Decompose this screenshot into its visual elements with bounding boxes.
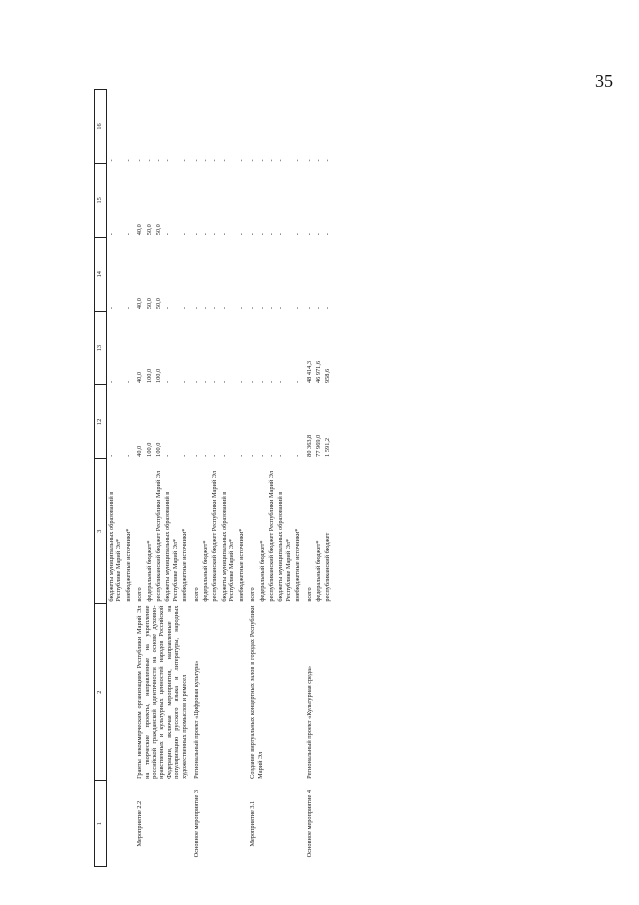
value-cell-v15: - bbox=[237, 233, 245, 236]
value-cell-v12: 1 591,2 bbox=[324, 437, 332, 457]
value-cell-v14: - bbox=[108, 307, 115, 310]
funding-source: бюджеты муниципальных образований в Республике Марий Эл* bbox=[220, 491, 236, 602]
value-cell-v14: - bbox=[192, 307, 200, 310]
value-cell-v13: - bbox=[220, 380, 228, 383]
funding-source: внебюджетные источники* bbox=[181, 528, 189, 602]
column-number: 1 bbox=[95, 781, 107, 867]
value-cell-v15: 50,0 bbox=[145, 224, 153, 236]
value-cell-v13: - bbox=[294, 380, 302, 383]
value-cell-v16: - bbox=[145, 159, 153, 162]
value-cell-v12: - bbox=[192, 454, 200, 457]
value-cell-v14: - bbox=[267, 307, 275, 310]
value-cell-v14: 40,0 bbox=[136, 298, 144, 310]
value-cell-v14: - bbox=[294, 307, 302, 310]
value-cell-v16: - bbox=[324, 159, 332, 162]
value-cell-v13: 100,0 bbox=[145, 368, 153, 383]
value-cell-v13: - bbox=[202, 380, 210, 383]
value-cell-v14: - bbox=[324, 307, 332, 310]
value-cell-v14: - bbox=[164, 307, 172, 310]
value-cell-v13: - bbox=[267, 380, 275, 383]
value-cell-v14: 50,0 bbox=[155, 298, 163, 310]
value-cell-v14: - bbox=[202, 307, 210, 310]
value-cell-v13: - bbox=[124, 380, 132, 383]
value-cell-v16: - bbox=[294, 159, 302, 162]
column-number: 13 bbox=[95, 311, 107, 385]
value-cell-v16: - bbox=[249, 159, 257, 162]
value-cell-v15: - bbox=[220, 233, 228, 236]
funding-source: внебюджетные источники* bbox=[237, 528, 245, 602]
value-cell-v16: - bbox=[314, 159, 322, 162]
value-cell-v13: 958,6 bbox=[324, 368, 332, 383]
funding-source: внебюджетные источники* bbox=[124, 528, 132, 602]
value-cell-v16: - bbox=[258, 159, 266, 162]
value-cell-v16: - bbox=[164, 159, 172, 162]
table-row bbox=[190, 90, 201, 867]
funding-source: всего bbox=[305, 587, 313, 602]
value-cell-v12: - bbox=[220, 454, 228, 457]
value-cell-v16: - bbox=[277, 159, 285, 162]
funding-source: федеральный бюджет* bbox=[258, 540, 266, 602]
value-cell-v15: - bbox=[202, 233, 210, 236]
value-cell-v12: - bbox=[211, 454, 219, 457]
value-cell-v16: - bbox=[220, 159, 228, 162]
value-cell-v12: - bbox=[237, 454, 245, 457]
value-cell-v15: - bbox=[192, 233, 200, 236]
value-cell-v15: - bbox=[164, 233, 172, 236]
value-cell-v12: - bbox=[294, 454, 302, 457]
value-cell-v12: - bbox=[258, 454, 266, 457]
row-name bbox=[107, 604, 134, 781]
funding-source: бюджеты муниципальных образований в Республике Марий Эл* bbox=[108, 491, 123, 602]
value-cell-v13: - bbox=[108, 380, 115, 383]
row-code bbox=[107, 781, 134, 867]
value-cell-v16: - bbox=[108, 159, 115, 162]
funding-source: всего bbox=[192, 587, 200, 602]
value-cell-v12: - bbox=[202, 454, 210, 457]
funding-source: внебюджетные источники* bbox=[294, 528, 302, 602]
column-number: 2 bbox=[95, 604, 107, 781]
value-cell-v14: 50,0 bbox=[145, 298, 153, 310]
funding-source: федеральный бюджет* bbox=[145, 540, 153, 602]
value-cell-v16: - bbox=[136, 159, 144, 162]
value-cell-v15: - bbox=[181, 233, 189, 236]
value-cell-v13: 40,0 bbox=[136, 371, 144, 383]
funding-source: республиканский бюджет Республики Марий Эл bbox=[267, 470, 275, 602]
value-cell-v13: 46 971,6 bbox=[314, 360, 322, 383]
value-cell-v16: - bbox=[192, 159, 200, 162]
value-cell-v12: - bbox=[181, 454, 189, 457]
value-cell-v16: - bbox=[305, 159, 313, 162]
value-cell-v15: - bbox=[258, 233, 266, 236]
value-cell-v12: 40,0 bbox=[136, 445, 144, 457]
value-cell-v13: - bbox=[258, 380, 266, 383]
row-code: Мероприятие 2.2 bbox=[136, 800, 144, 847]
value-cell-v13: - bbox=[237, 380, 245, 383]
funding-source: бюджеты муниципальных образований в Республике Марий Эл* bbox=[277, 491, 292, 602]
row-name: Региональный проект «Культурная среда» bbox=[305, 665, 313, 779]
value-cell-v13: - bbox=[181, 380, 189, 383]
value-cell-v13: - bbox=[249, 380, 257, 383]
value-cell-v13: - bbox=[277, 380, 285, 383]
value-cell-v16: - bbox=[267, 159, 275, 162]
value-cell-v12: - bbox=[164, 454, 172, 457]
funding-source: федеральный бюджет* bbox=[314, 540, 322, 602]
value-cell-v16: - bbox=[211, 159, 219, 162]
value-cell-v15: - bbox=[211, 233, 219, 236]
table-row bbox=[246, 90, 257, 867]
row-name: Гранты некоммерческим организациям Республики Марий Эл на творческие проекты, направленные на укрепление российской гражданской идентичности на основе духовно-нравственных и культурных ценностей народов Российской Федерации, включая мероприятия, направленные на популяризацию русского языка и литературы, народных художественных промыслов и ремесел bbox=[136, 605, 188, 779]
value-cell-v15: - bbox=[305, 233, 313, 236]
page-number: 35 bbox=[595, 71, 613, 91]
value-cell-v15: - bbox=[108, 233, 115, 236]
column-number-row bbox=[95, 90, 107, 867]
table-row bbox=[107, 90, 124, 867]
value-cell-v14: - bbox=[220, 307, 228, 310]
value-cell-v15: - bbox=[294, 233, 302, 236]
value-cell-v15: - bbox=[277, 233, 285, 236]
value-cell-v15: 50,0 bbox=[155, 224, 163, 236]
row-name: Создание виртуальных концертных залов в городах Республики Марий Эл bbox=[249, 605, 264, 779]
row-code: Основное мероприятие 3 bbox=[192, 790, 200, 858]
value-cell-v14: - bbox=[124, 307, 132, 310]
value-cell-v12: - bbox=[267, 454, 275, 457]
column-number: 12 bbox=[95, 385, 107, 459]
value-cell-v14: - bbox=[277, 307, 285, 310]
budget-table bbox=[94, 89, 333, 867]
value-cell-v15: - bbox=[124, 233, 132, 236]
value-cell-v14: - bbox=[305, 307, 313, 310]
value-cell-v14: - bbox=[237, 307, 245, 310]
rotated-table-container bbox=[94, 89, 555, 867]
column-number: 14 bbox=[95, 237, 107, 311]
funding-source: всего bbox=[249, 587, 257, 602]
funding-source: республиканский бюджет bbox=[324, 532, 332, 602]
value-cell-v12: - bbox=[124, 454, 132, 457]
value-cell-v14: - bbox=[249, 307, 257, 310]
value-cell-v12: 100,0 bbox=[145, 442, 153, 457]
funding-source: федеральный бюджет* bbox=[202, 540, 210, 602]
row-name: Региональный проект «Цифровая культура» bbox=[192, 660, 200, 779]
row-code: Основное мероприятие 4 bbox=[305, 790, 313, 858]
value-cell-v13: 100,0 bbox=[155, 368, 163, 383]
row-code: Мероприятие 3.1 bbox=[249, 800, 257, 847]
value-cell-v12: 80 363,8 bbox=[305, 434, 313, 457]
value-cell-v14: - bbox=[258, 307, 266, 310]
funding-source: бюджеты муниципальных образований в Республике Марий Эл* bbox=[164, 491, 179, 602]
funding-source: республиканский бюджет Республики Марий Эл bbox=[211, 470, 219, 602]
value-cell-v13: - bbox=[211, 380, 219, 383]
value-cell-v12: - bbox=[249, 454, 257, 457]
value-cell-v13: - bbox=[164, 380, 172, 383]
value-cell-v15: - bbox=[324, 233, 332, 236]
funding-source: республиканский бюджет Республики Марий Эл bbox=[155, 470, 163, 602]
value-cell-v12: 100,0 bbox=[155, 442, 163, 457]
value-cell-v15: - bbox=[314, 233, 322, 236]
value-cell-v16: - bbox=[155, 159, 163, 162]
column-number: 16 bbox=[95, 90, 107, 164]
column-number: 3 bbox=[95, 459, 107, 604]
table-row bbox=[133, 90, 144, 867]
value-cell-v15: - bbox=[249, 233, 257, 236]
value-cell-v14: - bbox=[211, 307, 219, 310]
table-row bbox=[303, 90, 314, 867]
value-cell-v15: 40,0 bbox=[136, 224, 144, 236]
value-cell-v13: 48 414,3 bbox=[305, 360, 313, 383]
value-cell-v12: 77 969,0 bbox=[314, 434, 322, 457]
value-cell-v14: - bbox=[181, 307, 189, 310]
funding-source: всего bbox=[136, 587, 144, 602]
value-cell-v12: - bbox=[277, 454, 285, 457]
value-cell-v16: - bbox=[202, 159, 210, 162]
column-number: 15 bbox=[95, 163, 107, 237]
value-cell-v14: - bbox=[314, 307, 322, 310]
value-cell-v16: - bbox=[181, 159, 189, 162]
value-cell-v16: - bbox=[124, 159, 132, 162]
value-cell-v15: - bbox=[267, 233, 275, 236]
value-cell-v13: - bbox=[192, 380, 200, 383]
value-cell-v12: - bbox=[108, 454, 115, 457]
value-cell-v16: - bbox=[237, 159, 245, 162]
